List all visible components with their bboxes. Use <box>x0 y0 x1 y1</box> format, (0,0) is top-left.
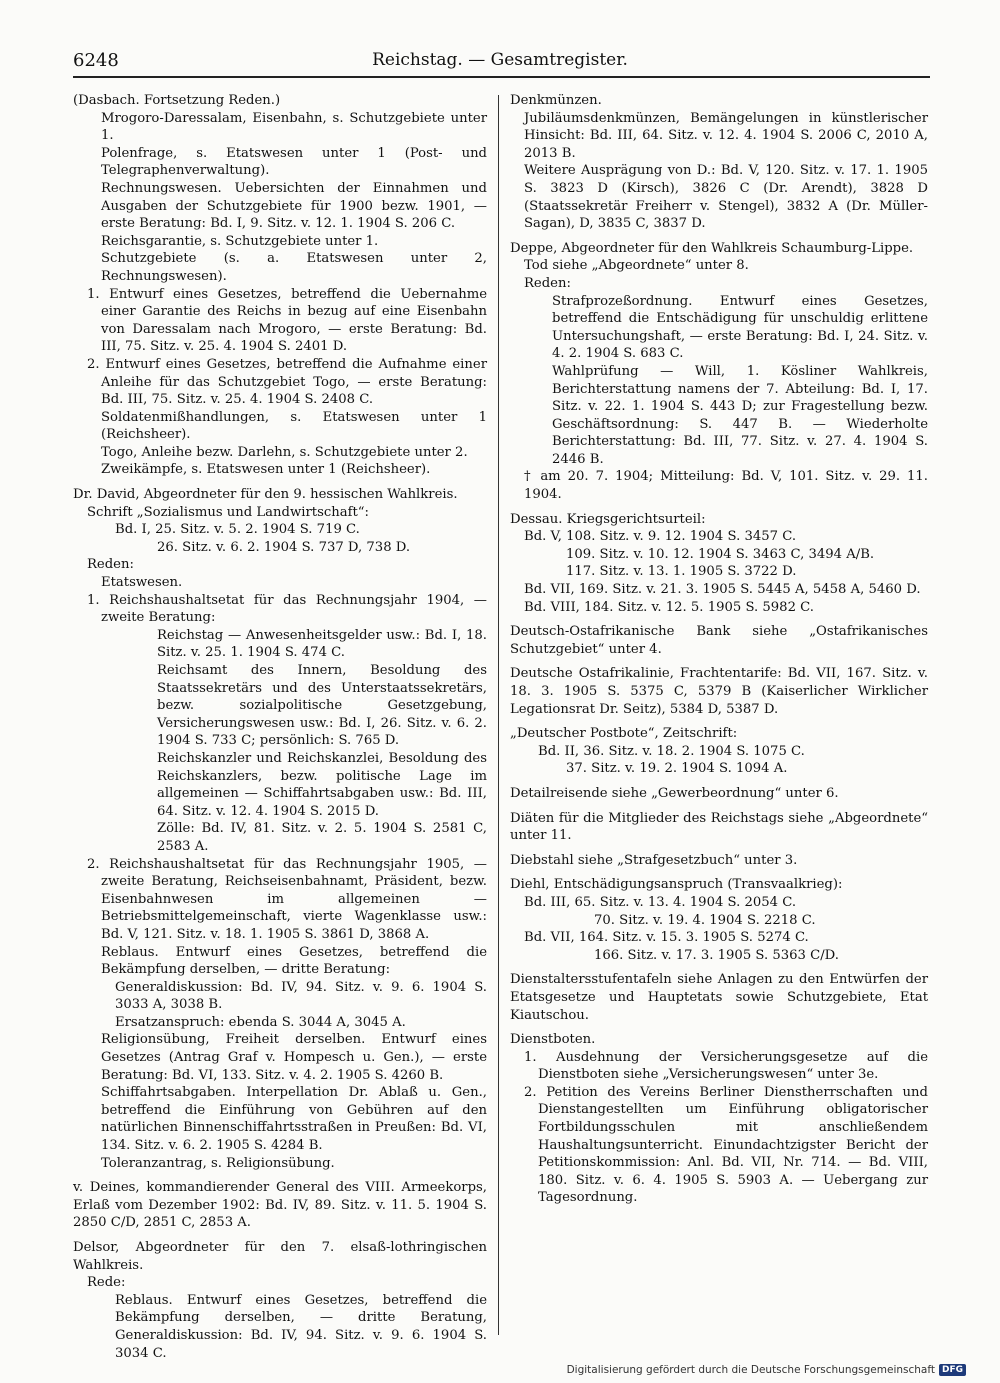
index-entry: 2. Petition des Vereins Berliner Dienstherrschaften und Dienstangestellten um Einführung obligatorischer Fortbildungsschulen mit anschließendem Haushaltungsunterricht. Einundachtzigster Bericht der Petitionskommission: Anl. Bd. VII, Nr. 714. — Bd. VIII, 180. Sitz. v. 6. 4. 1905 S. 5903 A. — Uebergang zur Tagesordnung. <box>524 1084 928 1206</box>
index-entry: Reblaus. Entwurf eines Gesetzes, betreffend die Bekämpfung derselben, — dritte Beratung, Generaldiskussion: Bd. IV, 94. Sitz. v. 9. 6. 1904 S. 3034 C. <box>115 1292 487 1361</box>
index-entry: Deppe, Abgeordneter für den Wahlkreis Schaumburg-Lippe. <box>510 240 914 256</box>
index-entry: Religionsübung, Freiheit derselben. Entwurf eines Gesetzes (Antrag Graf v. Hompesch u. Gen.), — erste Beratung: Bd. VI, 133. Sitz. v. 4. 2. 1905 S. 4260 B. <box>101 1032 487 1083</box>
running-title: Reichstag. — Gesamtregister. <box>372 50 628 70</box>
index-entry: Bd. VII, 164. Sitz. v. 15. 3. 1905 S. 5274 C. <box>524 930 809 946</box>
footer-text: Digitalisierung gefördert durch die Deutsche Forschungsgemeinschaft <box>566 1364 935 1376</box>
right-column <box>510 92 928 1207</box>
index-entry: Generaldiskussion: Bd. IV, 94. Sitz. v. 9. 6. 1904 S. 3033 A, 3038 B. <box>115 979 487 1013</box>
index-entry: Reichskanzler und Reichskanzlei, Besoldung des Reichskanzlers, bezw. politische Lage im allgemeinen — Schiffahrtsabgaben usw.: Bd. III, 64. Sitz. v. 12. 4. 1904 S. 2015 D. <box>157 750 487 819</box>
index-entry: † am 20. 7. 1904; Mitteilung: Bd. V, 101. Sitz. v. 29. 11. 1904. <box>524 469 928 503</box>
index-entry: Deutsch-Ostafrikanische Bank siehe „Ostafrikanisches Schutzgebiet“ unter 4. <box>510 624 928 657</box>
index-entry: 1. Reichshaushaltsetat für das Rechnungsjahr 1904, — zweite Beratung: <box>87 592 487 626</box>
index-entry: (Dasbach. Fortsetzung Reden.) <box>73 93 281 108</box>
index-entry: Diebstahl siehe „Strafgesetzbuch“ unter 3. <box>510 852 798 868</box>
index-entry: Deutsche Ostafrikalinie, Frachtentarife: Bd. VII, 167. Sitz. v. 18. 3. 1905 S. 5375 C, 5379 B (Kaiserlicher Wirklicher Legationsrat Dr. Seitz), 5384 D, 5387 D. <box>510 666 928 717</box>
index-entry: Soldatenmißhandlungen, s. Etatswesen unter 1 (Reichsheer). <box>101 409 487 443</box>
index-entry: Schrift „Sozialismus und Landwirtschaft“: <box>87 504 369 520</box>
index-entry: 1. Ausdehnung der Versicherungsgesetze auf die Dienstboten siehe „Versicherungswesen“ unter 3e. <box>524 1049 928 1083</box>
index-entry: Rechnungswesen. Uebersichten der Einnahmen und Ausgaben der Schutzgebiete für 1900 bezw. 1901, — erste Beratung: Bd. I, 9. Sitz. v. 12. 1. 1904 S. 206 C. <box>101 180 487 232</box>
index-entry: Tod siehe „Abgeordnete“ unter 8. <box>524 258 749 274</box>
index-entry: Reichsgarantie, s. Schutzgebiete unter 1. <box>101 233 379 249</box>
column-divider <box>498 95 499 1335</box>
page-number: 6248 <box>73 50 119 71</box>
index-entry: 37. Sitz. v. 19. 2. 1904 S. 1094 A. <box>566 761 788 777</box>
left-column <box>73 92 487 1362</box>
index-entry: Toleranzantrag, s. Religionsübung. <box>101 1155 335 1171</box>
index-entry: Dienstaltersstufentafeln siehe Anlagen zu den Entwürfen der Etatsgesetze und Hauptetats sowie Schutzgebiete, Etat Kiautschou. <box>510 972 928 1023</box>
index-entry: Zölle: Bd. IV, 81. Sitz. v. 2. 5. 1904 S. 2581 C, 2583 A. <box>157 821 487 854</box>
index-entry: Wahlprüfung — Will, 1. Kösliner Wahlkreis, Berichterstattung namens der 7. Abteilung: Bd. I, 17. Sitz. v. 22. 1. 1904 S. 443 D; zur Fragestellung bezw. Geschäftsordnung: S. 447 B. — Wiederholte Berichterstattung: Bd. III, 77. Sitz. v. 27. 4. 1904 S. 2446 B. <box>552 363 928 467</box>
index-entry: Reden: <box>524 275 571 291</box>
index-entry: Polenfrage, s. Etatswesen unter 1 (Post- und Telegraphenverwaltung). <box>101 145 487 179</box>
index-entry: Dessau. Kriegsgerichtsurteil: <box>510 511 706 527</box>
index-entry: Ersatzanspruch: ebenda S. 3044 A, 3045 A. <box>115 1014 406 1030</box>
index-entry: Bd. I, 25. Sitz. v. 5. 2. 1904 S. 719 C. <box>115 522 360 538</box>
index-entry: Reichstag — Anwesenheitsgelder usw.: Bd. I, 18. Sitz. v. 25. 1. 1904 S. 474 C. <box>157 627 487 661</box>
index-entry: Strafprozeßordnung. Entwurf eines Gesetzes, betreffend die Entschädigung für unschuldig erlittene Untersuchungshaft, — erste Beratung: Bd. I, 24. Sitz. v. 4. 2. 1904 S. 683 C. <box>552 293 928 362</box>
index-entry: Bd. V, 108. Sitz. v. 9. 12. 1904 S. 3457 C. <box>524 529 797 545</box>
header-rule <box>73 76 930 78</box>
index-entry: Rede: <box>87 1275 126 1291</box>
index-entry: 117. Sitz. v. 13. 1. 1905 S. 3722 D. <box>566 564 797 580</box>
index-entry: Weitere Ausprägung von D.: Bd. V, 120. Sitz. v. 17. 1. 1905 S. 3823 D (Kirsch), 3826 C (Dr. Arendt), 3828 D (Staatssekretär Freiherr v. Stengel), 3832 A (Dr. Müller-Sagan), D, 3835 C, 3837 D. <box>524 163 928 232</box>
index-entry: 26. Sitz. v. 6. 2. 1904 S. 737 D, 738 D. <box>157 539 411 555</box>
index-entry: 109. Sitz. v. 10. 12. 1904 S. 3463 C, 3494 A/B. <box>566 546 875 562</box>
index-entry: Reblaus. Entwurf eines Gesetzes, betreffend die Bekämpfung derselben, — dritte Beratung: <box>101 944 487 978</box>
index-entry: Reden: <box>87 557 134 573</box>
index-entry: Denkmünzen. <box>510 93 602 108</box>
index-entry: Bd. II, 36. Sitz. v. 18. 2. 1904 S. 1075 C. <box>538 743 805 759</box>
index-entry: 166. Sitz. v. 17. 3. 1905 S. 5363 C/D. <box>594 947 839 963</box>
index-entry: 1. Entwurf eines Gesetzes, betreffend die Uebernahme einer Garantie des Reichs in bezug auf eine Eisenbahn von Daressalam nach Mrogoro, — erste Beratung: Bd. III, 75. Sitz. v. 25. 4. 1904 S. 2401 D. <box>87 286 487 355</box>
index-entry: Mrogoro-Daressalam, Eisenbahn, s. Schutzgebiete unter 1. <box>101 110 487 144</box>
index-entry: Dienstboten. <box>510 1032 596 1048</box>
index-entry: Schiffahrtsabgaben. Interpellation Dr. Ablaß u. Gen., betreffend die Einführung von Gebühren auf den natürlichen Binnenschiffahrtsstraßen in Preußen: Bd. VI, 134. Sitz. v. 6. 2. 1905 S. 4284 B. <box>101 1085 487 1154</box>
dfg-logo: DFG <box>939 1364 966 1376</box>
index-entry: Togo, Anleihe bezw. Darlehn, s. Schutzgebiete unter 2. <box>101 444 468 460</box>
index-entry: Etatswesen. <box>101 575 183 591</box>
index-entry: 2. Entwurf eines Gesetzes, betreffend die Aufnahme einer Anleihe für das Schutzgebiet Togo, — erste Beratung: Bd. III, 75. Sitz. v. 25. 4. 1904 S. 2408 C. <box>87 356 487 408</box>
index-entry: Bd. VII, 169. Sitz. v. 21. 3. 1905 S. 5445 A, 5458 A, 5460 D. <box>524 582 921 598</box>
index-entry: Bd. III, 65. Sitz. v. 13. 4. 1904 S. 2054 C. <box>524 894 797 910</box>
index-entry: Jubiläumsdenkmünzen, Bemängelungen in künstlerischer Hinsicht: Bd. III, 64. Sitz. v. 12. 4. 1904 S. 2006 C, 2010 A, 2013 B. <box>524 110 928 161</box>
index-entry: 2. Reichshaushaltsetat für das Rechnungsjahr 1905, — zweite Beratung, Reichseisenbahnamt, Präsident, bezw. Eisenbahnwesen im allgemeinen — Betriebsmittelgemeinschaft, vierte Wagenklasse usw.: Bd. V, 121. Sitz. v. 18. 1. 1905 S. 3861 D, 3868 A. <box>87 856 487 942</box>
index-entry: Bd. VIII, 184. Sitz. v. 12. 5. 1905 S. 5982 C. <box>524 599 814 615</box>
index-entry: Diäten für die Mitglieder des Reichstags siehe „Abgeordnete“ unter 11. <box>510 810 928 844</box>
index-entry: Reichsamt des Innern, Besoldung des Staatssekretärs und des Unterstaatssekretärs, bezw. sozialpolitische Gesetzgebung, Versicherungswesen usw.: Bd. I, 26. Sitz. v. 6. 2. 1904 S. 733 C; persönlich: S. 765 D. <box>157 663 487 749</box>
index-entry: Zweikämpfe, s. Etatswesen unter 1 (Reichsheer). <box>101 462 431 478</box>
index-entry: 70. Sitz. v. 19. 4. 1904 S. 2218 C. <box>594 912 816 928</box>
index-entry: Schutzgebiete (s. a. Etatswesen unter 2, Rechnungswesen). <box>101 251 487 284</box>
index-entry: Dr. David, Abgeordneter für den 9. hessischen Wahlkreis. <box>73 487 458 503</box>
index-entry: „Deutscher Postbote“, Zeitschrift: <box>510 726 738 742</box>
index-entry: Delsor, Abgeordneter für den 7. elsaß-lothringischen Wahlkreis. <box>73 1240 487 1273</box>
index-entry: Detailreisende siehe „Gewerbeordnung“ unter 6. <box>510 785 839 801</box>
index-entry: v. Deines, kommandierender General des VIII. Armeekorps, Erlaß vom Dezember 1902: Bd. IV, 89. Sitz. v. 11. 5. 1904 S. 2850 C/D, 2851 C, 2853 A. <box>73 1180 487 1231</box>
digitization-footer <box>567 1364 966 1376</box>
index-entry: Diehl, Entschädigungsanspruch (Transvaalkrieg): <box>510 877 843 893</box>
